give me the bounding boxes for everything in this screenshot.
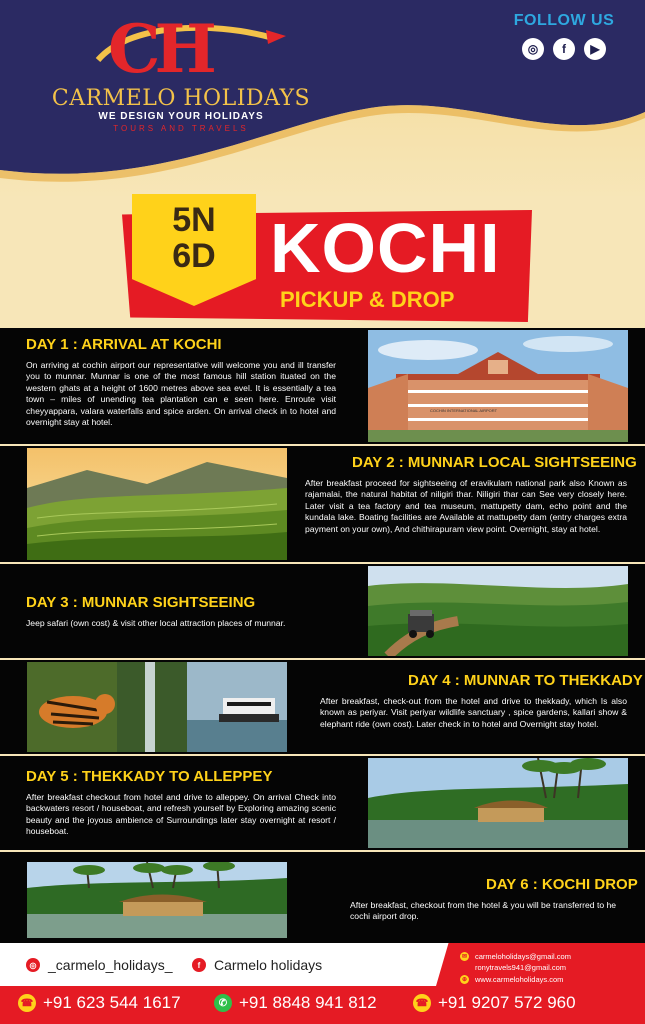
day-title: DAY 1 : ARRIVAL AT KOCHI [26, 336, 222, 353]
airport-photo [368, 330, 628, 442]
website: www.carmeloholidays.com [475, 975, 564, 984]
thekkady-collage-photo [27, 662, 287, 752]
globe-icon: ⊕ [461, 977, 468, 983]
email-line-1[interactable] [460, 952, 571, 961]
day-row-1 [0, 326, 645, 444]
email-line-2[interactable] [475, 963, 566, 972]
whatsapp-icon: ✆ [214, 994, 232, 1012]
instagram-handle: _carmelo_holidays_ [48, 957, 173, 973]
banner-duration [132, 202, 256, 274]
website-line[interactable] [460, 975, 563, 984]
facebook-icon: f [192, 958, 206, 972]
phone-number: +91 623 544 1617 [43, 993, 181, 1012]
day-description: After breakfast proceed for sightseeing of eravikulam national park also Known as rajamalai, the natural habitat of niligiri thar. Niligiri thar can See very closely here. Later visit a tea factory and tea museum, mattupetty dam, echo point and the kundala lake. Boating facilities are Available at mattupetty dam (entry charges extra payment on your own), And chithirapuram view point. Overnight, stay at hotel. [305, 478, 627, 534]
houseboat-photo [27, 862, 287, 938]
day-description: Jeep safari (own cost) & visit other local attraction places of munnar. [26, 618, 286, 628]
airport-photo-label: COCHIN INTERNATIONAL AIRPORT [430, 408, 498, 413]
instagram-icon: ◎ [26, 958, 40, 972]
backwaters-photo [368, 758, 628, 848]
phone-1[interactable] [18, 993, 181, 1013]
follow-us-title: FOLLOW US [513, 12, 615, 29]
footer-instagram[interactable] [26, 957, 173, 973]
email-2: ronytravels941@gmail.com [475, 963, 566, 972]
facebook-icon[interactable]: f [553, 38, 575, 60]
day-description: After breakfast, check-out from the hotel and drive to thekkady, which Is also known as periyar. Visit periyar wildlife sanctuary , spice gardens, kallari show & elephant ride (own cost). Later check in to hotel and Overnight stay hotel. [320, 696, 627, 729]
facebook-handle: Carmelo holidays [214, 957, 323, 973]
youtube-icon[interactable]: ▶ [584, 38, 606, 60]
day-description: After breakfast checkout from hotel and drive to alleppey. On arrival Check into backwaters resort / houseboat, and refresh yourself by Exploring amazing scenic beauty and the joyous ambience of Surroundings later stay overnight at resort / houseboat. [26, 792, 336, 837]
phone-number: +91 9207 572 960 [438, 993, 576, 1012]
phone-3[interactable] [413, 993, 576, 1013]
phone-number: +91 8848 941 812 [239, 993, 377, 1012]
day-title: DAY 5 : THEKKADY TO ALLEPPEY [26, 768, 273, 785]
social-icons [509, 38, 619, 60]
phone-icon: ☎ [18, 994, 36, 1012]
day-row-3 [0, 562, 645, 658]
brand-logo [30, 8, 330, 133]
package-banner [112, 200, 532, 328]
day-row-5 [0, 754, 645, 850]
banner-days: 6D [172, 237, 216, 275]
day-row-4 [0, 658, 645, 754]
day-description: After breakfast, checkout from the hotel & you will be transferred to he cochi airport drop. [350, 900, 617, 922]
day-row-2 [0, 444, 645, 562]
phone-2[interactable] [214, 993, 377, 1013]
banner-subtitle: PICKUP & DROP [280, 287, 455, 312]
phone-icon: ☎ [413, 994, 431, 1012]
mail-icon: ✉ [461, 954, 468, 960]
day-title: DAY 4 : MUNNAR TO THEKKADY [408, 672, 643, 689]
day-row-6 [0, 850, 645, 943]
day-title: DAY 3 : MUNNAR SIGHTSEEING [26, 594, 256, 611]
tea-hills-photo [27, 448, 287, 560]
day-title: DAY 6 : KOCHI DROP [486, 876, 638, 893]
banner-city: KOCHI [270, 209, 501, 287]
banner-nights: 5N [172, 201, 216, 239]
brand-tagline: WE DESIGN YOUR HOLIDAYS [98, 111, 264, 122]
logo-monogram: CH [108, 10, 211, 88]
day-description: On arriving at cochin airport our representative will welcome you and ill transfer you to munnar. Munnar is one of the most famous hill station ituated on the western ghats at a height of 1600 metres above sea evel. It is essentially a tea town – miles of unending tea plantation can e seen here. Enroute visit cheyyappara, valara waterfalls and spice arden. On arrival check in to hotel and overnight stay at hotel. [26, 360, 336, 428]
email-1: carmeloholidays@gmail.com [475, 952, 571, 961]
follow-us [509, 12, 619, 60]
day-title: DAY 2 : MUNNAR LOCAL SIGHTSEEING [352, 454, 637, 471]
header [0, 0, 645, 200]
brand-subtagline: TOURS AND TRAVELS [113, 124, 249, 133]
footer-facebook[interactable] [192, 957, 322, 973]
brand-name: CARMELO HOLIDAYS [51, 86, 311, 111]
jeep-safari-photo [368, 566, 628, 656]
instagram-icon[interactable]: ◎ [522, 38, 544, 60]
